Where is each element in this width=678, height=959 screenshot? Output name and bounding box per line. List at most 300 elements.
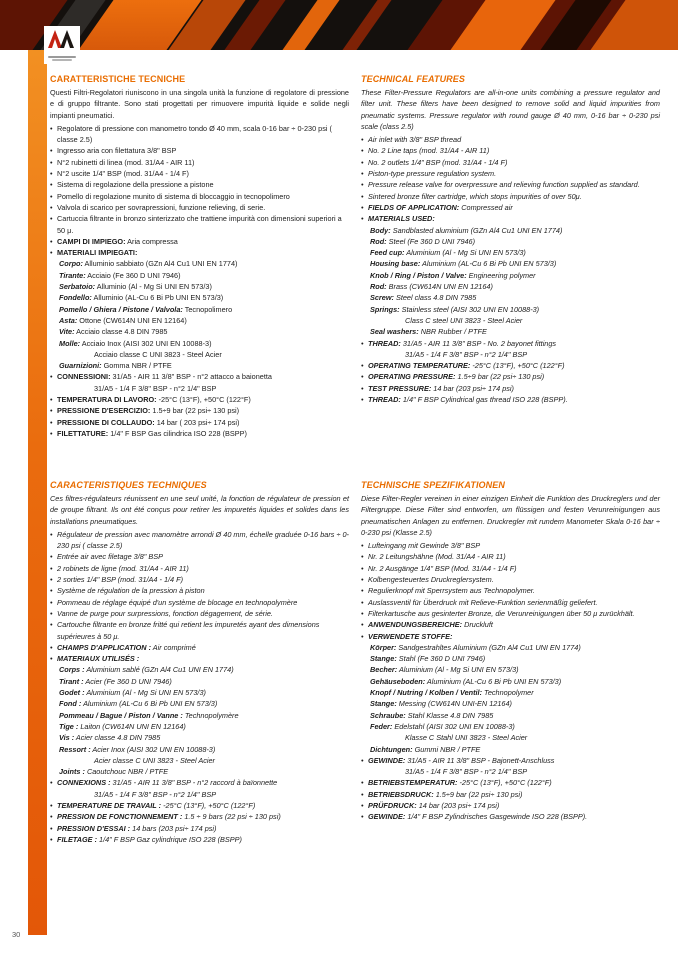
line-label: FIELDS OF APPLICATION:	[368, 202, 460, 212]
line-text	[57, 653, 349, 664]
detail-line	[405, 315, 660, 326]
bullet-item	[50, 202, 349, 213]
detail-line	[59, 664, 349, 675]
line-text: Regolatore di pressione con manometro tondo Ø 40 mm, scala 0-16 bar ÷ 0-230 psi ( classe 2.5)	[57, 123, 332, 145]
bullet-item	[361, 168, 660, 179]
detail-line	[59, 687, 349, 698]
line-label: THREAD:	[368, 395, 401, 405]
detail-line	[59, 698, 349, 709]
bullet-item	[50, 597, 349, 608]
line-text: Springs: Stainless steel (AISI 302 UNI EN 10088-3)	[370, 304, 540, 314]
line-text: Cartuccia filtrante in bronzo sinterizzato che trattiene impurità con dimensioni superiori a 50 μ.	[57, 214, 342, 235]
detail-line	[59, 721, 349, 732]
line-text: Vis : Acier classe 4.8 DIN 7985	[59, 733, 161, 743]
detail-line	[94, 349, 349, 360]
line-text: CAMPI DI IMPIEGO: Aria compressa	[57, 236, 178, 246]
line-text: Acciaio classe C UNI 3823 - Steel Acier	[94, 349, 222, 359]
bullet-item	[50, 179, 349, 190]
bullet-marker: •	[50, 248, 53, 258]
bullet-item	[361, 811, 660, 822]
bullet-item	[50, 653, 349, 664]
line-text: Housing base: Aluminium (AL-Cu 6 Bi Pb UNI EN 573/3)	[370, 259, 557, 269]
line-label: FILETTATURE:	[57, 428, 109, 438]
bullet-marker: •	[50, 812, 53, 822]
detail-line	[370, 642, 660, 653]
bullet-item	[50, 428, 349, 439]
line-label: TEMPERATURE DE TRAVAIL :	[57, 801, 162, 811]
line-label: Tige :	[59, 721, 79, 731]
line-label: Feder:	[370, 721, 393, 731]
section-intro: Questi Filtri-Regolatori riuniscono in una singola unità la funzione di regolatore di pressione e di gruppo filtrante. Sono stati progettati per rimuovere impurità liquide e solide negli impianti pneumatici.	[50, 88, 349, 120]
bullet-marker: •	[50, 428, 53, 438]
line-label: VERWENDETE STOFFE:	[368, 631, 453, 641]
line-text: 31/A5 - 1/4 F 3/8" BSP - n°2 1/4" BSP	[94, 383, 217, 393]
bullet-item	[50, 642, 349, 653]
line-text: Molle: Acciaio Inox (AISI 302 UNI EN 10088-3)	[59, 338, 212, 348]
section-intro: These Filter-Pressure Regulators are all-in-one units combining a pressure regulator and filter unit. These filters have been designed to remove solid and liquid impurities from pneumatic systems. Pressure regulator with round gauge Ø 40 mm, 0-16 bar ÷ 0-230 psi scale (class 2.5)	[361, 88, 660, 131]
line-text	[57, 247, 349, 258]
bullet-item	[361, 191, 660, 202]
line-label: CHAMPS D'APPLICATION :	[57, 642, 152, 652]
bullet-marker: •	[361, 135, 364, 145]
line-label: Vite:	[59, 327, 75, 337]
line-text: Godet : Aluminium (Al - Mg Si UNI EN 573/3)	[59, 688, 206, 698]
line-text: Pomello / Ghiera / Pistone / Valvola: Tecnopolimero	[59, 304, 233, 314]
bullet-item	[361, 619, 660, 630]
line-text: Corps : Aluminium sablé (GZn Al4 Cu1 UNI EN 1774)	[59, 665, 234, 675]
line-text: ANWENDUNGSBEREICHE: Druckluft	[368, 620, 493, 630]
bullet-marker: •	[50, 191, 53, 201]
detail-line	[59, 766, 349, 777]
bullet-item	[361, 383, 660, 394]
line-label: Seal washers:	[370, 327, 419, 337]
line-label: Serbatoio:	[59, 282, 96, 292]
line-text: THREAD: 31/A5 - AIR 11 3/8" BSP - No. 2 bayonet fittings	[368, 338, 557, 348]
detail-line	[405, 349, 660, 360]
line-label: Corpo:	[59, 259, 83, 269]
detail-line	[59, 281, 349, 292]
line-text: Pommeau de réglage équipé d'un système de blocage en technopolymère	[57, 597, 298, 607]
bullet-marker: •	[50, 236, 53, 246]
line-text: OPERATING TEMPERATURE: -25°C (13°F), +50°C (122°F)	[368, 361, 565, 371]
line-text: Dichtungen: Gummi NBR / PTFE	[370, 744, 481, 754]
line-label: Asta:	[59, 315, 78, 325]
bullet-item	[50, 585, 349, 596]
detail-line	[59, 326, 349, 337]
bullet-item	[361, 394, 660, 405]
bullet-item	[361, 360, 660, 371]
line-label: BETRIEBSTEMPERATUR:	[368, 778, 458, 788]
line-text: Entrée air avec filetage 3/8" BSP	[57, 552, 164, 562]
line-label: PRESSIONE DI COLLAUDO:	[57, 417, 155, 427]
bullet-item	[50, 563, 349, 574]
bullet-marker: •	[50, 575, 53, 585]
line-text: Ingresso aria con filettatura 3/8" BSP	[57, 146, 177, 156]
bullet-item	[50, 236, 349, 247]
line-label: FILETAGE :	[57, 834, 97, 844]
line-text: Nr. 2 Leitungshähne (Mod. 31/A4 - AIR 11)	[368, 552, 506, 562]
bullet-marker: •	[361, 755, 364, 765]
bullet-item	[50, 371, 349, 382]
section-heading: CARACTERISTIQUES TECHNIQUES	[50, 480, 207, 490]
line-text: OPERATING PRESSURE: 1.5÷9 bar (22 psi÷ 130 psi)	[368, 372, 545, 382]
bullet-item	[361, 213, 660, 224]
line-label: Body:	[370, 225, 391, 235]
bullet-marker: •	[50, 180, 53, 190]
detail-line	[370, 270, 660, 281]
bullet-marker: •	[361, 631, 364, 641]
line-text: GEWINDE: 31/A5 - AIR 11 3/8" BSP - Bajonett-Anschluss	[368, 755, 555, 765]
line-text: Knob / Ring / Piston / Valve: Engineering polymer	[370, 270, 536, 280]
line-text: Sistema di regolazione della pressione a pistone	[57, 180, 214, 190]
line-label: Pomello / Ghiera / Pistone / Valvola:	[59, 304, 183, 314]
bullet-item	[50, 834, 349, 845]
detail-line	[59, 270, 349, 281]
line-label: Becher:	[370, 665, 398, 675]
section-heading: TECHNISCHE SPEZIFIKATIONEN	[361, 480, 505, 490]
bullet-marker: •	[361, 597, 364, 607]
detail-line	[370, 710, 660, 721]
line-label: Springs:	[370, 304, 400, 314]
line-text: TEMPERATURE DE TRAVAIL : -25°C (13°F), +50°C (122°F)	[57, 801, 256, 811]
detail-line	[370, 292, 660, 303]
bullet-item	[361, 551, 660, 562]
bullet-marker: •	[50, 563, 53, 573]
bullet-item	[361, 202, 660, 213]
bullet-item	[50, 529, 349, 552]
line-label: CONNEXIONS :	[57, 778, 111, 788]
detail-line	[370, 304, 660, 315]
line-label: Knob / Ring / Piston / Valve:	[370, 270, 467, 280]
line-text: Filterkartusche aus gesinterter Bronze, die Verunreinigungen über 50 μ zurückhält.	[368, 608, 635, 618]
section-intro: Diese Filter-Regler vereinen in einer einzigen Einheit die Funktion des Druckreglers und der Filtergruppe. Diese Filter sind entworfen, um flüssigen und festen Verunreinigungen aus pneumatischen Anlagen zu entfernen. Druckregler mit rundem Manometer Skala 0-16 bar ÷ 0-230 psi (Klasse 2.5)	[361, 494, 660, 537]
line-label: TEST PRESSURE:	[368, 383, 432, 393]
line-text: PRESSION DE FONCTIONNEMENT : 1.5 ÷ 9 bars (22 psi ÷ 130 psi)	[57, 812, 281, 822]
bullet-item	[361, 631, 660, 642]
line-text: PRESSIONE DI COLLAUDO: 14 bar ( 203 psi÷ 174 psi)	[57, 417, 240, 427]
line-text: Stange: Stahl (Fe 360 D UNI 7946)	[370, 654, 486, 664]
bullet-item	[50, 608, 349, 619]
line-text: Klasse C Stahl UNI 3823 - Steel Acier	[405, 733, 528, 743]
bullet-marker: •	[50, 834, 53, 844]
line-text: GEWINDE: 1/4" F BSP Zylindrisches Gasgewinde ISO 228 (BSPP).	[368, 812, 588, 822]
line-text: PRÜFDRUCK: 14 bar (203 psi÷ 174 psi)	[368, 801, 500, 811]
bullet-marker: •	[361, 789, 364, 799]
bullet-item	[50, 574, 349, 585]
bullet-marker: •	[361, 202, 364, 212]
detail-line	[370, 258, 660, 269]
line-text: 2 sorties 1/4" BSP (mod. 31/A4 - 1/4 F)	[57, 575, 184, 585]
line-text: Valvola di scarico per sovrapressioni, funzione relieving, di serie.	[57, 202, 266, 212]
line-text: CHAMPS D'APPLICATION : Air comprimé	[57, 642, 196, 652]
bullet-marker: •	[361, 801, 364, 811]
detail-line	[59, 315, 349, 326]
detail-line	[370, 653, 660, 664]
bullet-marker: •	[361, 361, 364, 371]
line-text: Tirant : Acier (Fe 360 D UNI 7946)	[59, 676, 172, 686]
bullet-marker: •	[361, 180, 364, 190]
bullet-marker: •	[361, 812, 364, 822]
line-label: Tirante:	[59, 270, 86, 280]
detail-line	[59, 710, 349, 721]
line-text: Feed cup: Aluminium (Al - Mg Si UNI EN 573/3)	[370, 248, 526, 258]
line-text	[368, 213, 660, 224]
line-text: Pressure release valve for overpressure and relieving function supplied as standard.	[368, 180, 640, 190]
line-text: Fond : Aluminium (AL-Cu 6 Bi Pb UNI EN 573/3)	[59, 699, 218, 709]
line-text: Feder: Edelstahl (AISI 302 UNI EN 10088-3)	[370, 721, 515, 731]
line-text: PRESSION D'ESSAI : 14 bars (203 psi÷ 174 psi)	[57, 823, 217, 833]
bullet-item	[50, 191, 349, 202]
bullet-marker: •	[50, 654, 53, 664]
line-label: Dichtungen:	[370, 744, 413, 754]
line-text: 31/A5 - 1/4 F 3/8" BSP - n°2 1/4" BSP	[94, 789, 217, 799]
bullet-item	[50, 213, 349, 236]
line-label: Ressort :	[59, 744, 91, 754]
bullet-marker: •	[50, 146, 53, 156]
bullet-item	[50, 800, 349, 811]
line-label: Rod:	[370, 282, 387, 292]
section-heading: TECHNICAL FEATURES	[361, 74, 465, 84]
line-label: Joints :	[59, 767, 85, 777]
line-text: N°2 uscite 1/4" BSP (mod. 31/A4 - 1/4 F)	[57, 169, 189, 179]
line-text: Knopf / Nutring / Kolben / Ventil: Technopolymer	[370, 688, 534, 698]
detail-line	[370, 676, 660, 687]
line-text: Système de régulation de la pression à piston	[57, 586, 205, 596]
line-label: CAMPI DI IMPIEGO:	[57, 236, 126, 246]
detail-line	[370, 326, 660, 337]
header-shape	[277, 0, 345, 50]
bullet-marker: •	[361, 338, 364, 348]
detail-line	[370, 225, 660, 236]
line-text: 2 robinets de ligne (mod. 31/A4 - AIR 11)	[57, 563, 189, 573]
line-label: Feed cup:	[370, 248, 405, 258]
bullet-marker: •	[361, 191, 364, 201]
bullet-marker: •	[50, 169, 53, 179]
bullet-item	[50, 619, 349, 642]
detail-line	[370, 236, 660, 247]
line-text: No. 2 outlets 1/4" BSP (mod. 31/A4 - 1/4 F)	[368, 157, 508, 167]
line-text: CONNEXIONS : 31/A5 - AIR 11 3/8" BSP - n°2 raccord à baïonnette	[57, 778, 278, 788]
line-text: THREAD: 1/4" F BSP Cylindrical gas thread ISO 228 (BSPP).	[368, 395, 568, 405]
detail-line	[405, 732, 660, 743]
detail-line	[370, 744, 660, 755]
line-text: Ressort : Acier Inox (AISI 302 UNI EN 10088-3)	[59, 744, 216, 754]
bullet-item	[50, 777, 349, 788]
bullet-item	[361, 597, 660, 608]
line-label: BETRIEBSDRUCK:	[368, 789, 434, 799]
line-text: N°2 rubinetti di linea (mod. 31/A4 - AIR 11)	[57, 157, 195, 167]
bullet-item	[50, 394, 349, 405]
bullet-item	[361, 157, 660, 168]
bullet-marker: •	[361, 372, 364, 382]
bullet-marker: •	[361, 552, 364, 562]
line-text: Cartouche filtrante en bronze fritté qui retient les impuretés ayant des dimensions supérieures à 50 μ.	[57, 620, 320, 641]
section-technical-features	[361, 74, 660, 405]
line-label: Pommeau / Bague / Piston / Vanne :	[59, 710, 183, 720]
line-label: CONNESSIONI:	[57, 372, 111, 382]
line-text: Seal washers: NBR Rubber / PTFE	[370, 327, 487, 337]
left-accent-stripe	[28, 50, 47, 935]
bullet-marker: •	[50, 552, 53, 562]
bullet-item	[361, 755, 660, 766]
detail-line	[94, 789, 349, 800]
line-text: Corpo: Alluminio sabbiato (GZn Al4 Cu1 UNI EN 1774)	[59, 259, 238, 269]
bullet-item	[361, 134, 660, 145]
line-text: Rod: Brass (CW614N UNI EN 12164)	[370, 282, 493, 292]
line-text: Serbatoio: Alluminio (Al - Mg Si UNI EN 573/3)	[59, 282, 212, 292]
line-label: MATERIALS USED:	[368, 214, 435, 224]
bullet-item	[361, 540, 660, 551]
line-label: MATERIAUX UTILISÉS :	[57, 654, 140, 664]
line-text: Schraube: Stahl Klasse 4.8 DIN 7985	[370, 710, 494, 720]
line-text: Guarnizioni: Gomma NBR / PTFE	[59, 361, 172, 371]
line-text: Lufteingang mit Gewinde 3/8" BSP	[368, 541, 481, 551]
logo-caption	[46, 56, 78, 61]
bullet-marker: •	[50, 372, 53, 382]
line-label: PRESSION D'ESSAI :	[57, 823, 131, 833]
bullet-marker: •	[50, 406, 53, 416]
line-text: Air inlet with 3/8" BSP thread	[368, 135, 462, 145]
bullet-marker: •	[361, 157, 364, 167]
line-text: No. 2 Line taps (mod. 31/A4 - AIR 11)	[368, 146, 490, 156]
line-text	[368, 631, 660, 642]
page-number: 30	[12, 930, 21, 939]
line-label: Gehäuseboden:	[370, 676, 426, 686]
detail-line	[59, 744, 349, 755]
bullet-item	[50, 405, 349, 416]
bullet-marker: •	[50, 586, 53, 596]
bullet-item	[361, 789, 660, 800]
bullet-item	[361, 371, 660, 382]
bullet-marker: •	[50, 529, 53, 539]
header-shape	[337, 0, 397, 50]
bullet-item	[361, 179, 660, 190]
line-label: GEWINDE:	[368, 812, 406, 822]
detail-line	[370, 698, 660, 709]
line-text: FIELDS OF APPLICATION: Compressed air	[368, 202, 513, 212]
bullet-marker: •	[361, 575, 364, 585]
line-label: Tirant :	[59, 676, 84, 686]
line-text: Asta: Ottone (CW614N UNI EN 12164)	[59, 315, 187, 325]
line-text: Tirante: Acciaio (Fe 360 D UNI 7946)	[59, 270, 181, 280]
line-text: Piston-type pressure regulation system.	[368, 169, 497, 179]
bullet-marker: •	[361, 146, 364, 156]
bullet-marker: •	[361, 563, 364, 573]
bullet-marker: •	[361, 395, 364, 405]
line-text: Vite: Acciaio classe 4.8 DIN 7985	[59, 327, 168, 337]
bullet-marker: •	[361, 620, 364, 630]
detail-line	[94, 383, 349, 394]
bullet-item	[50, 811, 349, 822]
line-text: Body: Sandblasted aluminium (GZn Al4 Cu1 UNI EN 1774)	[370, 225, 563, 235]
line-text: Acier classe C UNI 3823 - Steel Acier	[94, 755, 215, 765]
detail-line	[370, 247, 660, 258]
detail-line	[59, 732, 349, 743]
line-label: PRESSION DE FONCTIONNEMENT :	[57, 812, 183, 822]
line-text: TEMPERATURA DI LAVORO: -25°C (13°F), +50°C (122°F)	[57, 395, 251, 405]
line-label: Vis :	[59, 733, 75, 743]
bullet-item	[50, 123, 349, 146]
bullet-item	[50, 417, 349, 428]
detail-line	[59, 258, 349, 269]
line-label: ANWENDUNGSBEREICHE:	[368, 620, 463, 630]
bullet-marker: •	[361, 608, 364, 618]
line-text: TEST PRESSURE: 14 bar (203 psi÷ 174 psi)	[368, 383, 514, 393]
line-label: OPERATING PRESSURE:	[368, 372, 456, 382]
line-label: OPERATING TEMPERATURE:	[368, 361, 471, 371]
logo-mark	[47, 29, 77, 49]
line-label: Godet :	[59, 688, 85, 698]
line-label: THREAD:	[368, 338, 401, 348]
line-text: Gehäuseboden: Aluminium (AL-Cu 6 Bi Pb UNI EN 573/3)	[370, 676, 562, 686]
line-label: PRESSIONE D'ESERCIZIO:	[57, 406, 151, 416]
line-text: Class C steel UNI 3823 - Steel Acier	[405, 315, 523, 325]
line-text: Stange: Messing (CW614N UNI-EN 12164)	[370, 699, 512, 709]
bullet-item	[361, 800, 660, 811]
line-label: TEMPERATURA DI LAVORO:	[57, 395, 157, 405]
bullet-marker: •	[361, 586, 364, 596]
line-label: Fondello:	[59, 293, 92, 303]
line-label: Molle:	[59, 338, 81, 348]
line-text: 31/A5 - 1/4 F 3/8" BSP - n°2 1/4" BSP	[405, 349, 528, 359]
line-text: Auslassventil für Überdruck mit Relieve-Funktion serienmäßig geliefert.	[368, 597, 598, 607]
bullet-marker: •	[50, 214, 53, 224]
line-text: Körper: Sandgestrahltes Aluminium (GZn Al4 Cu1 UNI EN 1774)	[370, 642, 581, 652]
section-caracteristiques-techniques	[50, 480, 349, 845]
section-caratteristiche-tecniche	[50, 74, 349, 439]
line-text: Tige : Laiton (CW614N UNI EN 12164)	[59, 721, 186, 731]
line-text: Pommeau / Bague / Piston / Vanne : Technopolymère	[59, 710, 239, 720]
line-label: Knopf / Nutring / Kolben / Ventil:	[370, 688, 483, 698]
detail-line	[59, 338, 349, 349]
line-text: FILETAGE : 1/4" F BSP Gaz cylindrique ISO 228 (BSPP)	[57, 834, 242, 844]
line-text: Rod: Steel (Fe 360 D UNI 7946)	[370, 236, 476, 246]
detail-line	[94, 755, 349, 766]
line-text: Régulateur de pression avec manomètre arrondi Ø 40 mm, échelle graduée 0-16 bars ÷ 0-230 psi ( classe 2.5)	[57, 529, 349, 551]
bullet-marker: •	[50, 778, 53, 788]
bullet-marker: •	[50, 597, 53, 607]
line-text: Joints : Caoutchouc NBR / PTFE	[59, 767, 169, 777]
line-label: Stange:	[370, 699, 397, 709]
line-text: Becher: Aluminium (Al - Mg Si UNI EN 573/3)	[370, 665, 519, 675]
line-label: MATERIALI IMPIEGATI:	[57, 248, 138, 258]
line-label: Rod:	[370, 236, 387, 246]
bullet-item	[50, 823, 349, 834]
bullet-marker: •	[361, 214, 364, 224]
bullet-item	[50, 551, 349, 562]
content-grid	[50, 74, 660, 845]
bullet-item	[361, 338, 660, 349]
bullet-item	[361, 574, 660, 585]
bullet-item	[361, 563, 660, 574]
bullet-marker: •	[50, 620, 53, 630]
line-label: Schraube:	[370, 710, 406, 720]
line-text: Nr. 2 Ausgänge 1/4" BSP (Mod. 31/A4 - 1/4 F)	[368, 563, 517, 573]
line-label: Corps :	[59, 665, 85, 675]
bullet-marker: •	[361, 383, 364, 393]
bullet-item	[361, 145, 660, 156]
line-label: Housing base:	[370, 259, 421, 269]
line-text: 31/A5 - 1/4 F 3/8" BSP - n°2 1/4" BSP	[405, 767, 528, 777]
bullet-marker: •	[50, 395, 53, 405]
section-heading: CARATTERISTICHE TECNICHE	[50, 74, 186, 84]
bullet-item	[361, 585, 660, 596]
bullet-item	[50, 145, 349, 156]
bullet-item	[361, 608, 660, 619]
line-text: CONNESSIONI: 31/A5 - AIR 11 3/8" BSP - n°2 attacco a baionetta	[57, 372, 272, 382]
bullet-item	[50, 168, 349, 179]
line-label: PRÜFDRUCK:	[368, 801, 417, 811]
